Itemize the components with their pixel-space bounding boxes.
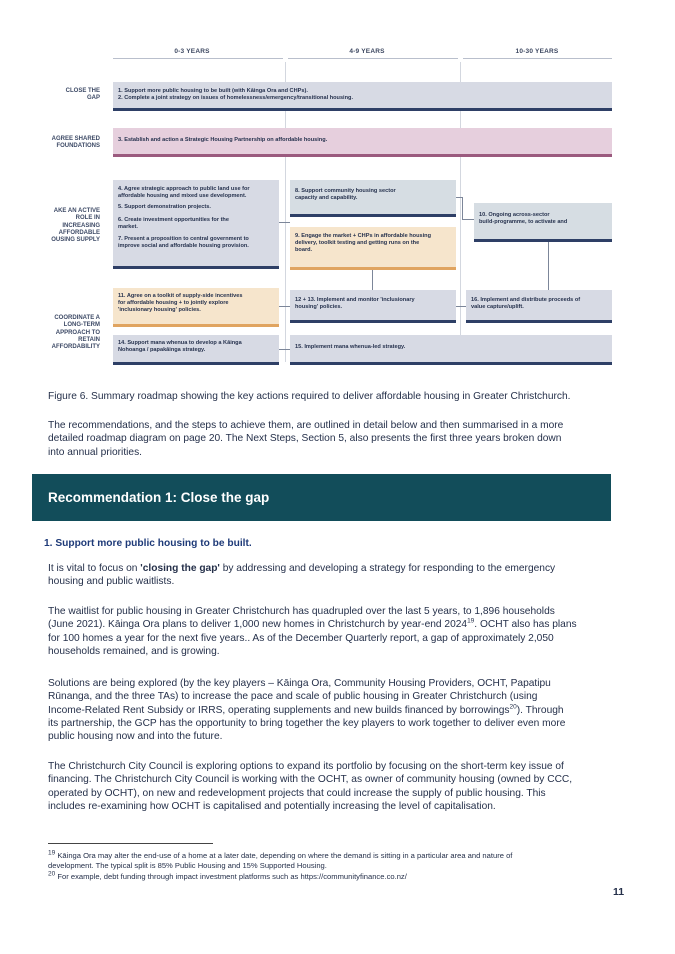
column-header-10-30-years: 10-30 YEARS (515, 48, 559, 55)
connector-line (372, 270, 373, 290)
roadmap-bar (113, 108, 612, 111)
roadmap-box-1-2: 1. Support more public housing to be built (with Kāinga Ora and CHPs). 2. Complete a joint strategy on issues of homelessness/emergency/transitional housing. (113, 82, 612, 108)
roadmap-box-9: 9. Engage the market + CHPs in affordable housing delivery, toolkit testing and getting runs on the board. (290, 227, 456, 267)
row-label-close-gap: CLOSE THE GAP (65, 88, 100, 102)
roadmap-box-3: 3. Establish and action a Strategic Housing Partnership on affordable housing. (113, 128, 612, 154)
paragraph-solutions: Solutions are being explored (by the key players – Kāinga Ora, Community Housing Providers, OCHT, Papatipu Rūnanga, and the three TAs) to increase the pace and scale of public housing in Greater Christchurch (using Income-Related Rent Subsidy or IRRS, operating supplements and new builds financed by borrowings$^{20}$). Through its partnership, the GCP has the opportunity to bring together the key players to work together to deliver even more public housing now and into the future. (48, 678, 566, 743)
roadmap-bar (113, 266, 279, 269)
footnote-link-text: For example, debt funding through impact investment platforms such as https://communityfinance.co.nz/ (55, 872, 407, 881)
row-label-active-role: AKE AN ACTIVE ROLE IN INCREASING AFFORDABLE OUSING SUPPLY (51, 208, 100, 244)
figure-caption: Figure 6. Summary roadmap showing the key actions required to deliver affordable housing in Greater Christchurch. (48, 391, 571, 402)
roadmap-box-8: 8. Support community housing sector capacity and capability. (290, 180, 456, 214)
roadmap-bar (290, 267, 456, 270)
paragraph-waitlist: The waitlist for public housing in Greater Christchurch has quadrupled over the last 5 years, to 1,896 households (June 2021). Kāinga Ora plans to deliver 1,000 new homes in Christchurch by year-end 2024$^{19}$. OCHT also has plans for 100 homes a year for the next five years.. As of the December Quarterly report, a gap of approximately 2,050 households remained, and is growing. (48, 606, 577, 657)
connector-line (462, 197, 463, 219)
roadmap-bar (113, 324, 279, 327)
footnote-20: $^{20}$ For example, debt funding through impact investment platforms such as https://communityfinance.co.nz/ (48, 870, 407, 881)
connector-line (456, 306, 466, 307)
intro-paragraph: The recommendations, and the steps to achieve them, are outlined in detail below and then summarised in a more detailed roadmap diagram on page 20. The Next Steps, Section 5, also presents the first three years broken down into annual priorities. (48, 420, 564, 458)
roadmap-box-16: 16. Implement and distribute proceeds of value capture/uplift. (466, 290, 612, 320)
connector-line (279, 222, 290, 223)
footnote-ref-20: 20 (509, 703, 517, 711)
roadmap-bar (290, 320, 456, 323)
roadmap-box-4-7: 4. Agree strategic approach to public land use for affordable housing and mixed use development. 5. Support demonstration projects. 6. Create investment opportunities for the market. 7. Present a proposition to central government to improve social and affordable housing provision. (113, 180, 279, 266)
roadmap-bar (466, 320, 612, 323)
column-header-4-9-years: 4-9 YEARS (349, 48, 385, 55)
roadmap-box-14: 14. Support mana whenua to develop a Kāinga Nohoanga / papakāinga strategy. (113, 335, 279, 362)
paragraph-closing-gap: It is vital to focus on 'closing the gap' by addressing and developing a strategy for responding to the emergency housing and public waitlists. (48, 563, 556, 588)
column-rule (463, 58, 612, 59)
row-label-coordinate: COORDINATE A LONG-TERM APPROACH TO RETAIN AFFORDABILITY (51, 315, 100, 351)
footnote-divider (48, 843, 213, 844)
roadmap-bar (113, 154, 612, 157)
column-rule (113, 58, 283, 59)
roadmap-bar (290, 214, 456, 217)
roadmap-box-11: 11. Agree on a toolkit of supply-side incentives for affordable housing + to jointly explore 'inclusionary housing' policies. (113, 288, 279, 324)
connector-line (462, 219, 474, 220)
paragraph-city-council: The Christchurch City Council is exploring options to expand its portfolio by focusing on the short-term key issue of financing. The Christchurch City Council is working with the OCHT, as owner of community housing (owned by CCC, operated by OCHT), on new and redevelopment projects that could increase the supply of public housing. This includes re-examining how OCHT is capitalised and potentially increasing the level of capitalisation. (48, 761, 573, 812)
recommendation-title: Recommendation 1: Close the gap (48, 490, 270, 505)
column-header-0-3-years: 0-3 YEARS (174, 48, 210, 55)
recommendation-banner (32, 474, 611, 521)
connector-line (279, 349, 290, 350)
page-number: 11 (613, 886, 625, 898)
section-heading: 1. Support more public housing to be built. (44, 538, 252, 549)
footnote-ref-19: 19 (467, 617, 475, 625)
roadmap-box-12-13: 12 + 13. Implement and monitor 'inclusionary housing' policies. (290, 290, 456, 320)
footnote-19: $^{19}$ Kāinga Ora may alter the end-use of a home at a later date, depending on where the demand is sitting in a particular area and nature of development. The typical split is 85% Public Housing and 15% Supported Housing. (48, 849, 513, 870)
roadmap-box-10: 10. Ongoing across-sector build-programme, to activate and (474, 203, 612, 239)
connector-line (548, 242, 549, 290)
roadmap-bar (290, 362, 612, 365)
roadmap-bar (474, 239, 612, 242)
roadmap-bar (113, 362, 279, 365)
roadmap-box-15: 15. Implement mana whenua-led strategy. (290, 335, 612, 362)
column-rule (288, 58, 458, 59)
row-label-agree-shared-foundations: AGREE SHARED FOUNDATIONS (51, 136, 100, 150)
connector-line (279, 306, 290, 307)
